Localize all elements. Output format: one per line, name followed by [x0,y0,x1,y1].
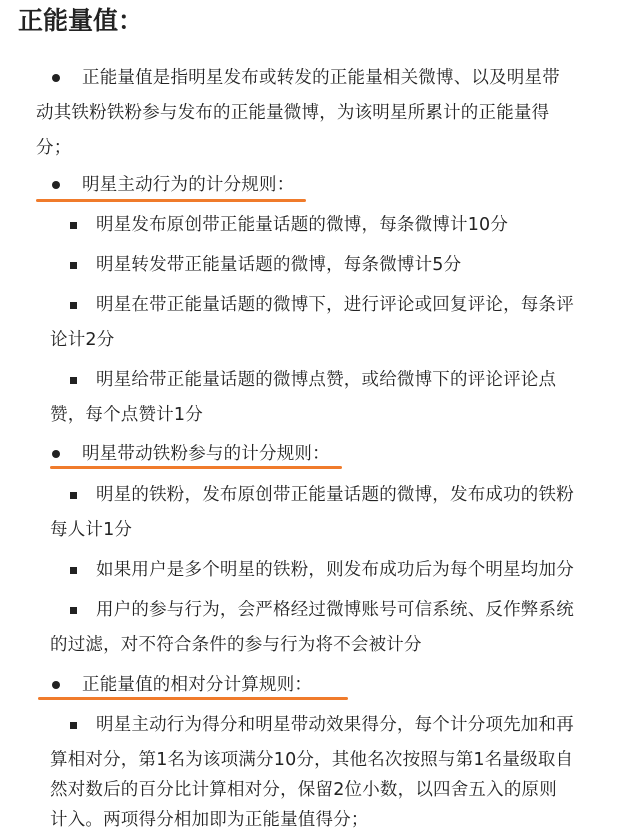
list-item-continued: 赞，每个点赞计1分 [50,405,203,425]
bullet-dot-icon [52,681,60,689]
list-item: 明星发布原创带正能量话题的微博，每条微博计10分 [96,215,509,235]
bullet-square-icon [70,607,77,614]
intro-line: 动其铁粉铁粉参与发布的正能量微博，为该明星所累计的正能量得 [36,103,550,123]
bullet-dot-icon [52,181,60,189]
list-item: 明星转发带正能量话题的微博，每条微博计5分 [96,255,462,275]
list-item-continued: 然对数后的百分比计算相对分，保留2位小数，以四舍五入的原则 [50,780,557,800]
list-item: 明星给带正能量话题的微博点赞，或给微博下的评论评论点 [96,370,557,390]
list-item-continued: 算相对分，第1名为该项满分10分，其他名次按照与第1名量级取自 [50,750,574,770]
bullet-dot-icon [52,74,60,82]
bullet-square-icon [70,567,77,574]
bullet-square-icon [70,222,77,229]
bullet-square-icon [70,377,77,384]
list-item-continued: 论计2分 [50,330,115,350]
bullet-square-icon [70,492,77,499]
page-title: 正能量值： [18,6,144,35]
list-item: 用户的参与行为，会严格经过微博账号可信系统、反作弊系统 [96,600,574,620]
section-heading: 明星带动铁粉参与的计分规则： [82,444,330,464]
list-item: 明星在带正能量话题的微博下，进行评论或回复评论，每条评 [96,295,574,315]
bullet-dot-icon [52,450,60,458]
heading-underline [50,466,342,469]
list-item: 如果用户是多个明星的铁粉，则发布成功后为每个明星均加分 [96,560,574,580]
heading-underline [38,697,348,700]
section-heading: 明星主动行为的计分规则： [82,175,295,195]
intro-line: 分； [36,138,72,158]
bullet-square-icon [70,302,77,309]
intro-line: 正能量值是指明星发布或转发的正能量相关微博、以及明星带 [82,68,560,88]
list-item-continued: 的过滤，对不符合条件的参与行为将不会被计分 [50,635,422,655]
list-item: 明星主动行为得分和明星带动效果得分，每个计分项先加和再 [96,715,574,735]
bullet-square-icon [70,722,77,729]
section-heading: 正能量值的相对分计算规则： [82,675,313,695]
list-item-continued: 计入。两项得分相加即为正能量值得分； [50,810,369,830]
bullet-square-icon [70,262,77,269]
list-item: 明星的铁粉，发布原创带正能量话题的微博，发布成功的铁粉 [96,485,574,505]
list-item-continued: 每人计1分 [50,520,133,540]
heading-underline [36,199,306,202]
